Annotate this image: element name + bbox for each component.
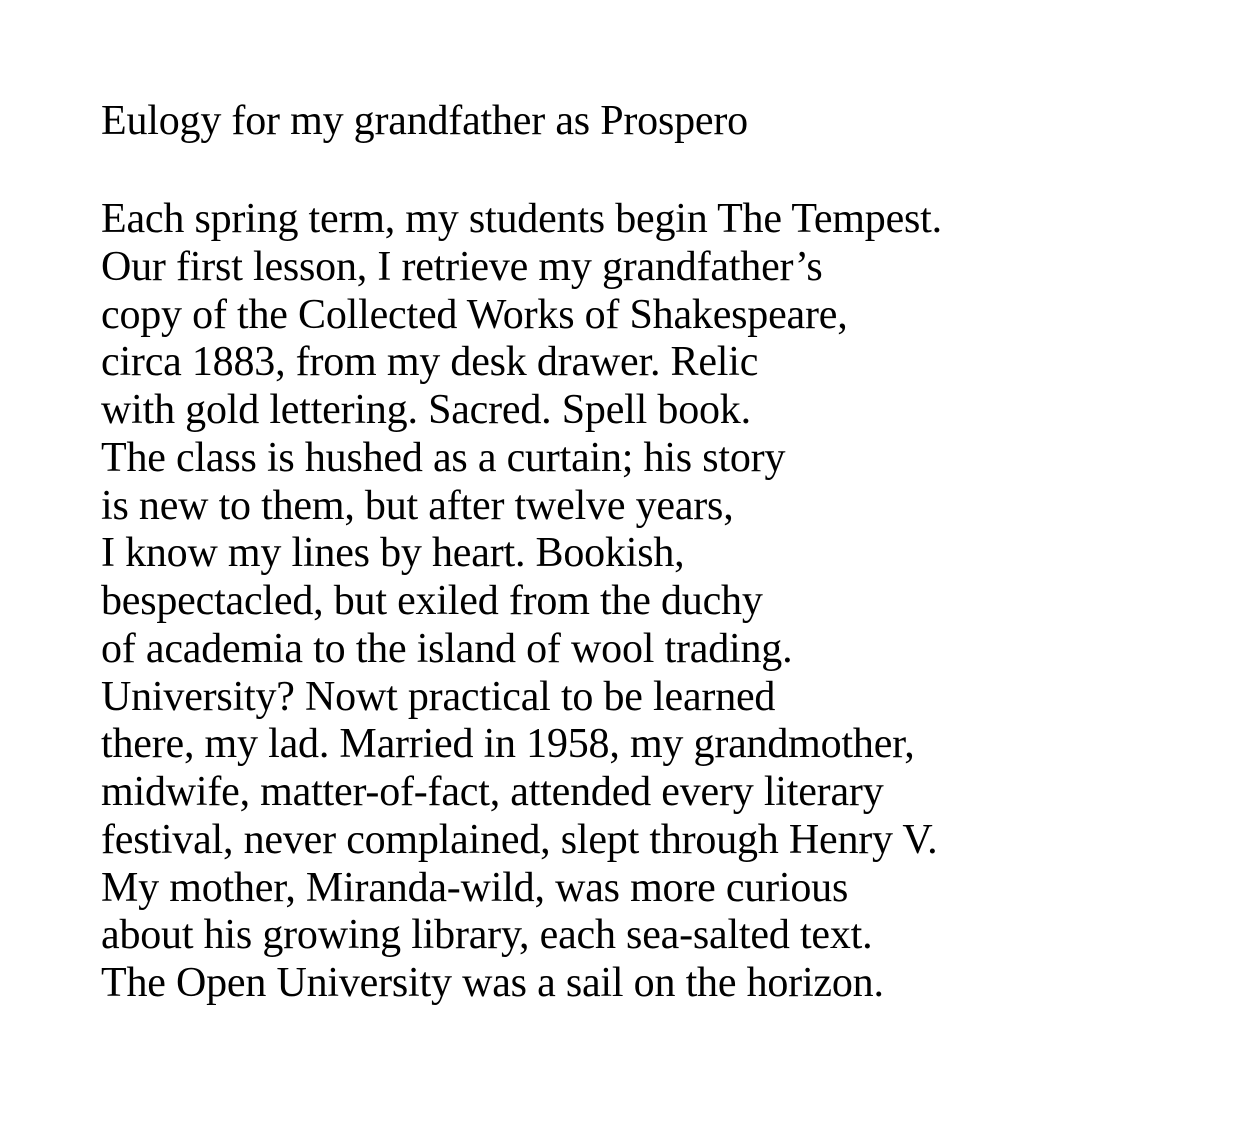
poem-stanza [101,196,1181,1008]
poem-title: Eulogy for my grandfather as Prospero [101,98,748,144]
poem-line-9: bespectacled, but exiled from the duchy [101,578,763,624]
poem-line-17: The Open University was a sail on the horizon. [101,960,884,1006]
poem-line-2: Our first lesson, I retrieve my grandfather’s [101,243,823,290]
poem-line-11: University? Nowt practical to be learned [101,673,776,720]
poem-line-3: copy of the Collected Works of Shakespeare, [101,291,848,338]
poem-line-5: with gold lettering. Sacred. Spell book. [101,387,751,433]
poem-line-1: Each spring term, my students begin The Tempest. [101,196,942,242]
poem-line-16: about his growing library, each sea-salted text. [101,912,873,959]
poem-line-7: is new to them, but after twelve years, [101,482,734,529]
poem-line-14: festival, never complained, slept through Henry V. [101,816,938,863]
poem-line-4: circa 1883, from my desk drawer. Relic [101,339,759,386]
poem-line-12: there, my lad. Married in 1958, my grandmother, [101,721,915,768]
poem-line-15: My mother, Miranda-wild, was more curious [101,864,849,911]
poem-line-10: of academia to the island of wool trading. [101,625,793,672]
poem-page [101,92,1181,1008]
poem-line-8: I know my lines by heart. Bookish, [101,530,685,577]
poem-line-6: The class is hushed as a curtain; his story [101,434,786,481]
poem-line-13: midwife, matter-of-fact, attended every literary [101,769,884,815]
